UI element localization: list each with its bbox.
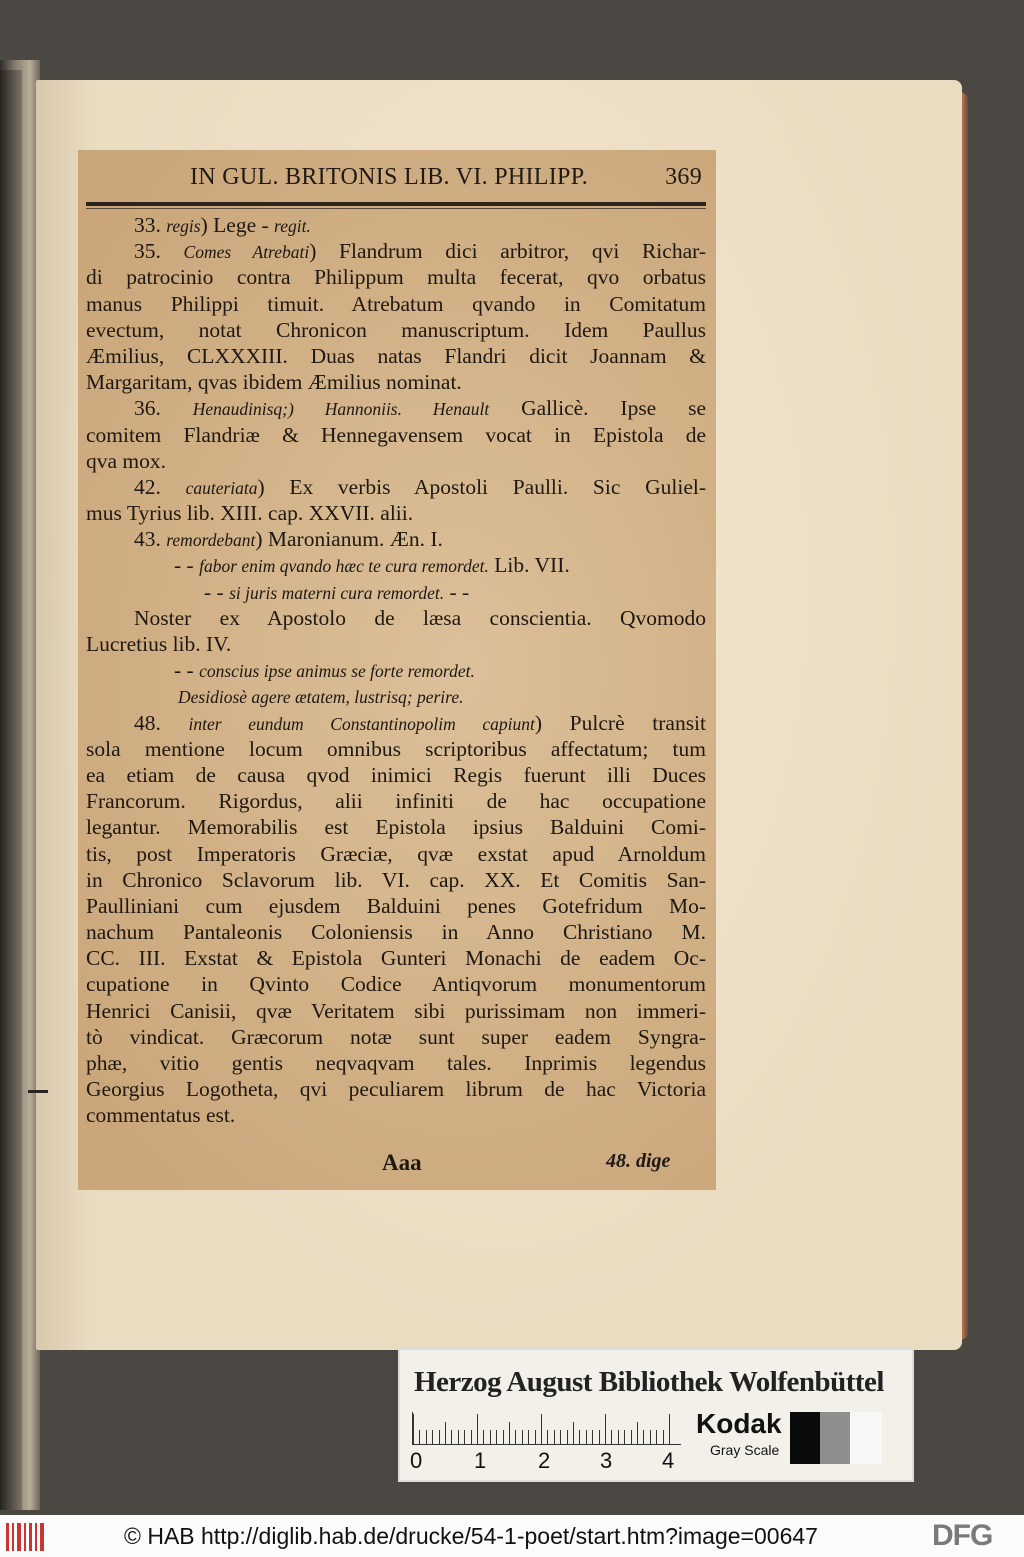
ruler-tick (426, 1430, 427, 1444)
ruler-tick (656, 1430, 657, 1444)
gray-patch-mid (820, 1412, 850, 1464)
ruler-tick (669, 1414, 670, 1444)
text-span: ) Lege - (200, 213, 275, 237)
header-rule (86, 202, 706, 206)
scale-number: 2 (538, 1448, 551, 1473)
text-span: qva mox. (86, 448, 167, 473)
italic-span: fabor enim qvando hæc te cura remordet. (199, 556, 489, 577)
text-line (86, 343, 706, 369)
text-span: ) Ex verbis Apostoli Paulli. Sic Guliel- (257, 474, 706, 499)
margin-mark (28, 1090, 48, 1093)
gray-patch-black (790, 1412, 820, 1464)
text-line (86, 317, 706, 343)
left-page-shadow (0, 70, 22, 1510)
text-line (86, 762, 706, 788)
ruler-tick (611, 1430, 612, 1444)
text-span: ) Maronianum. Æn. I. (255, 527, 443, 552)
text-span: 42. (134, 474, 186, 499)
text-line (86, 526, 706, 552)
ruler-tick (432, 1430, 433, 1444)
ruler-tick (528, 1430, 529, 1444)
italic-span: regit. (274, 216, 311, 236)
dfg-logo: DFG (932, 1519, 993, 1552)
running-title: IN GUL. BRITONIS LIB. VI. PHILIPP. (190, 164, 588, 190)
ruler-tick (567, 1430, 568, 1444)
text-line (86, 1050, 706, 1076)
text-span: Georgius Logotheta, qvi peculiarem librum de hac Victoria (86, 1077, 706, 1102)
text-span: ea etiam de causa qvod inimici Regis fuerunt illi Duces (86, 762, 706, 787)
page-number: 369 (665, 164, 702, 190)
text-span: Æmilius, CLXXXIII. Duas natas Flandri dicit Joannam & (86, 343, 706, 368)
text-line (86, 605, 706, 631)
ruler-tick (547, 1430, 548, 1444)
text-span: Noster ex Apostolo de læsa conscientia. Qvomodo (134, 605, 706, 630)
text-line (86, 867, 706, 893)
italic-span: Comes Atrebati (183, 242, 310, 263)
italic-span: remordebant (166, 530, 256, 551)
italic-span: Desidiosè agere ætatem, lustrisq; perire. (178, 687, 464, 708)
ruler-tick (464, 1430, 465, 1444)
text-line (86, 971, 706, 997)
text-span: 33. (134, 213, 167, 237)
text-line (86, 369, 706, 395)
ruler-tick (458, 1430, 459, 1444)
text-line (86, 212, 706, 238)
text-span: mus Tyrius lib. XIII. cap. XXVII. alii. (86, 501, 414, 526)
header-rule-thin (86, 208, 706, 209)
italic-span: cauteriata (185, 477, 258, 498)
text-span: 48. (134, 710, 189, 735)
scale-number: 4 (662, 1448, 675, 1473)
body-text (86, 212, 706, 1129)
text-span: evectum, notat Chronicon manuscriptum. Idem Paullus (86, 317, 706, 342)
ruler-tick (535, 1430, 536, 1444)
library-name: Herzog August Bibliothek Wolfenbüttel (414, 1366, 884, 1398)
text-span: Francorum. Rigordus, alii infiniti de hac occupatione (86, 789, 706, 814)
text-line (86, 1024, 706, 1050)
ruler-tick (643, 1430, 644, 1444)
ruler-tick (471, 1430, 472, 1444)
text-span: tò vindicat. Græcorum notæ sunt super eadem Syngra- (86, 1024, 706, 1049)
ruler-tick (445, 1422, 446, 1444)
text-span: di patrocinio contra Philippum multa fecerat, qvo orbatus (86, 265, 706, 290)
italic-span: si juris materni cura remordet. (229, 582, 445, 603)
text-line (86, 683, 706, 709)
ruler-tick (592, 1430, 593, 1444)
text-line (86, 264, 706, 290)
hab-logo-icon (6, 1523, 46, 1551)
text-span: Paulliniani cum ejusdem Balduini penes Gotefridum Mo- (86, 893, 706, 918)
text-line (86, 736, 706, 762)
text-span: Lib. VII. (488, 553, 570, 578)
ruler-tick (637, 1422, 638, 1444)
text-span: 36. (134, 396, 193, 421)
italic-span: regis (166, 216, 201, 236)
text-span: tis, post Imperatoris Græciæ, qvæ exstat apud Arnoldum (86, 841, 706, 866)
ruler-tick (586, 1430, 587, 1444)
text-line (86, 945, 706, 971)
ruler-scale (412, 1412, 681, 1445)
text-span: Lucretius lib. IV. (86, 632, 232, 656)
ruler-tick (631, 1430, 632, 1444)
text-span: nachum Pantaleonis Coloniensis in Anno Christiano M. (86, 920, 706, 945)
text-span: - - (174, 553, 200, 578)
ruler-tick (605, 1414, 606, 1444)
ruler-tick (451, 1430, 452, 1444)
text-line (86, 474, 706, 500)
ruler-tick (515, 1430, 516, 1444)
text-line (86, 579, 706, 605)
scale-number: 1 (474, 1448, 487, 1473)
text-line (86, 238, 706, 264)
color-card (398, 1348, 914, 1482)
ruler-tick (483, 1430, 484, 1444)
text-span: sola mentione locum omnibus scriptoribus affectatum; tum (86, 736, 706, 761)
kodak-brand: Kodak (696, 1408, 782, 1439)
text-span: manus Philippi timuit. Atrebatum qvando in Comitatum (86, 291, 706, 316)
scale-number: 3 (600, 1448, 613, 1473)
ruler-tick (650, 1430, 651, 1444)
gray-scale-label: Gray Scale (710, 1442, 780, 1458)
gray-patch-white (850, 1412, 882, 1464)
text-span: legantur. Memorabilis est Epistola ipsius Balduini Comi- (86, 815, 706, 840)
text-span: cupatione in Qvinto Codice Antiqvorum monumentorum (86, 972, 706, 997)
text-span: Henrici Canisii, qvæ Veritatem sibi purissimam non immeri- (86, 998, 706, 1023)
text-span: - - (204, 579, 230, 604)
text-line (86, 919, 706, 945)
text-line (86, 814, 706, 840)
text-span: 43. (134, 527, 167, 552)
ruler-tick (419, 1430, 420, 1444)
text-line (86, 552, 706, 578)
ruler-tick (496, 1430, 497, 1444)
text-line (86, 1102, 706, 1128)
ruler-tick (522, 1430, 523, 1444)
ruler-tick (509, 1422, 510, 1444)
ruler-tick (413, 1414, 414, 1444)
text-span: commentatus est. (86, 1103, 236, 1128)
signature-mark: Aaa (382, 1150, 422, 1175)
ruler-tick (624, 1430, 625, 1444)
text-span: CC. III. Exstat & Epistola Gunteri Monachi de eadem Oc- (86, 946, 706, 971)
ruler-tick (560, 1430, 561, 1444)
ruler-tick (599, 1430, 600, 1444)
text-span: - - (174, 658, 200, 683)
italic-span: inter eundum Constantinopolim capiunt (188, 713, 535, 734)
italic-span: Henaudinisq;) Hannoniis. Henault (192, 399, 490, 420)
text-line (86, 291, 706, 317)
ruler-tick (573, 1422, 574, 1444)
text-span: Gallicè. Ipse se (489, 396, 706, 421)
text-line (86, 422, 706, 448)
text-span: in Chronico Sclavorum lib. VI. cap. XX. Et Comitis San- (86, 867, 706, 892)
text-line (86, 657, 706, 683)
text-span: - - (444, 579, 470, 604)
ruler-tick (490, 1430, 491, 1444)
text-span: ) Flandrum dici arbitror, qvi Richar- (309, 239, 706, 264)
text-span: Margaritam, qvas ibidem Æmilius nominat. (86, 370, 462, 395)
italic-span: conscius ipse animus se forte remordet. (199, 661, 475, 682)
ruler-tick (554, 1430, 555, 1444)
text-line (86, 1076, 706, 1102)
text-span: ) Pulcrè transit (534, 710, 707, 735)
footer-bar (0, 1515, 1024, 1557)
ruler-tick (439, 1430, 440, 1444)
ruler-tick (541, 1414, 542, 1444)
scale-number: 0 (410, 1448, 423, 1473)
text-line (86, 841, 706, 867)
running-header (190, 160, 702, 200)
catchword: 48. dige (606, 1150, 671, 1172)
text-line (86, 788, 706, 814)
text-span: phæ, vitio gentis neqvaqvam tales. Inprimis legendus (86, 1051, 706, 1075)
text-span: 35. (134, 239, 184, 264)
text-line (86, 998, 706, 1024)
ruler-tick (477, 1414, 478, 1444)
text-line (86, 893, 706, 919)
text-line (86, 448, 706, 474)
ruler-tick (503, 1430, 504, 1444)
ruler-tick (579, 1430, 580, 1444)
text-line (86, 395, 706, 421)
text-line (86, 500, 706, 526)
text-line (86, 631, 706, 657)
ruler-tick (663, 1430, 664, 1444)
ruler-tick (618, 1430, 619, 1444)
text-line (86, 710, 706, 736)
text-span: comitem Flandriæ & Hennegavensem vocat in Epistola de (86, 422, 706, 447)
credit-link[interactable]: © HAB http://diglib.hab.de/drucke/54-1-poet/start.htm?image=00647 (124, 1523, 818, 1549)
